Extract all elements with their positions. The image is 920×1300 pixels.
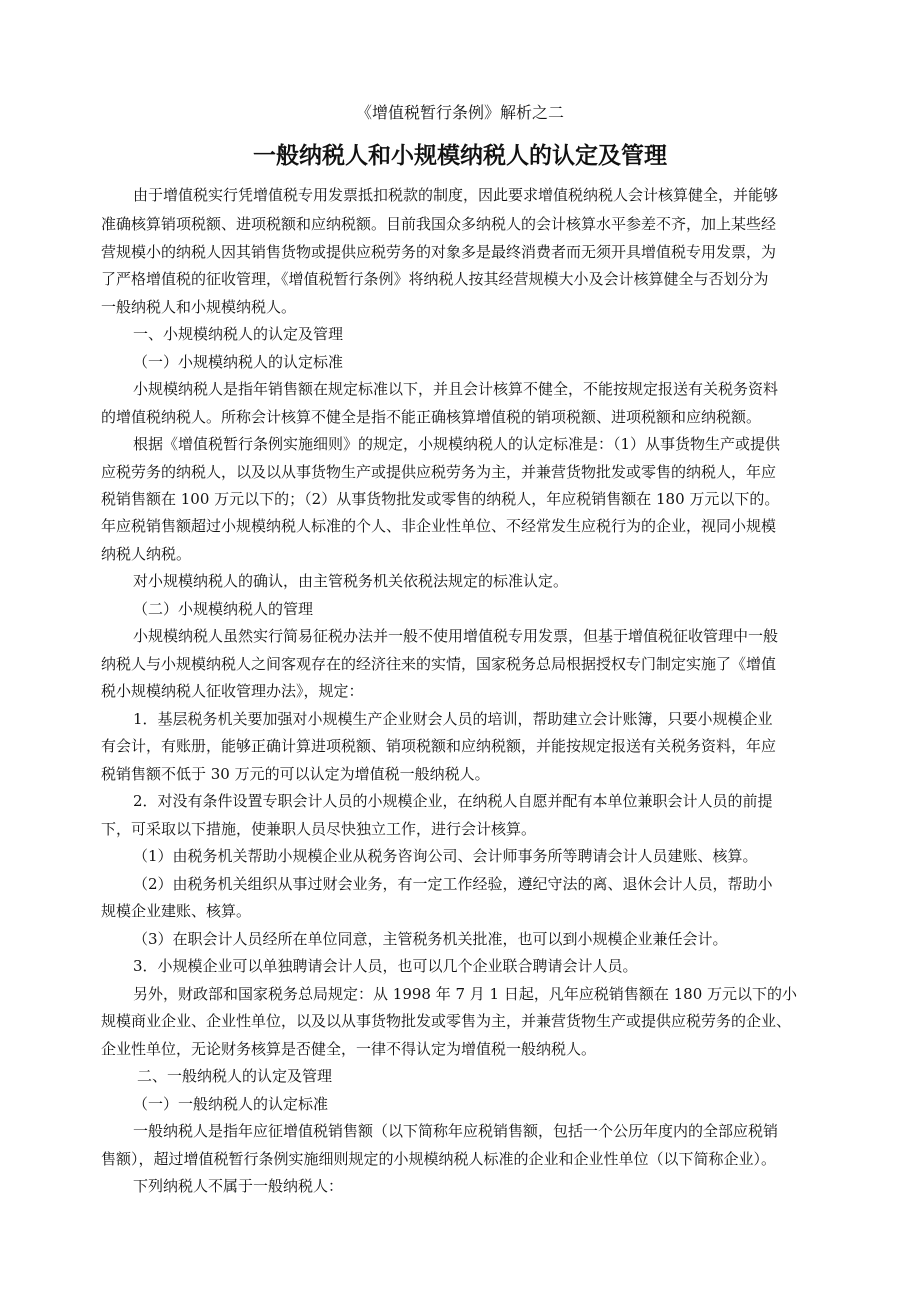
body-line: 有会计，有账册，能够正确计算进项税额、销项税额和应纳税额，并能按规定报送有关税务资料，年应 [101, 737, 777, 755]
section-heading: 一、小规模纳税人的认定及管理 [133, 325, 344, 343]
body-line: 一般纳税人和小规模纳税人。 [101, 298, 297, 316]
body-line: 规模企业建账、核算。 [101, 902, 252, 920]
list-item: 1．基层税务机关要加强对小规模生产企业财会人员的培训，帮助建立会计账簿，只要小规模企业 [133, 710, 773, 728]
list-item: （2）由税务机关组织从事过财会业务，有一定工作经验，遵纪守法的离、退休会计人员，帮助小 [133, 875, 773, 893]
body-line: 税销售额不低于 30 万元的可以认定为增值税一般纳税人。 [101, 765, 490, 783]
body-line: 一般纳税人是指年应征增值税销售额（以下简称年应税销售额，包括一个公历年度内的全部应税销 [133, 1122, 779, 1140]
list-item: （3）在职会计人员经所在单位同意，主管税务机关批准，也可以到小规模企业兼任会计。 [133, 930, 728, 948]
body-line: 的增值税纳税人。所称会计核算不健全是指不能正确核算增值税的销项税额、进项税额和应纳税额。 [101, 408, 762, 426]
body-line: 应税劳务的纳税人，以及以从事货物生产或提供应税劳务为主，并兼营货物批发或零售的纳税人，年应 [101, 463, 777, 481]
body-line: 另外，财政部和国家税务总局规定：从 1998 年 7 月 1 日起，凡年应税销售额在 180 万元以下的小 [133, 985, 798, 1003]
body-line: 准确核算销项税额、进项税额和应纳税额。目前我国众多纳税人的会计核算水平参差不齐，加上某些经 [101, 215, 777, 233]
document-title: 一般纳税人和小规模纳税人的认定及管理 [253, 143, 667, 169]
list-item: （1）由税务机关帮助小规模企业从税务咨询公司、会计师事务所等聘请会计人员建账、核算。 [133, 847, 758, 865]
body-line: 营规模小的纳税人因其销售货物或提供应税劳务的对象多是最终消费者而无须开具增值税专用发票，为 [101, 243, 777, 261]
list-item: 2．对没有条件设置专职会计人员的小规模企业，在纳税人自愿并配有本单位兼职会计人员的前提 [133, 792, 773, 810]
body-line: 税销售额在 100 万元以下的；（2）从事货物批发或零售的纳税人，年应税销售额在 180 万元以下的。 [101, 490, 780, 508]
document-subtitle: 《增值税暂行条例》解析之二 [355, 103, 564, 122]
body-line: 税小规模纳税人征收管理办法》，规定： [101, 682, 364, 700]
body-line: 纳税人纳税。 [101, 545, 192, 563]
body-line: 年应税销售额超过小规模纳税人标准的个人、非企业性单位、不经常发生应税行为的企业，视同小规模 [101, 517, 777, 535]
body-line: 下列纳税人不属于一般纳税人： [133, 1177, 344, 1195]
body-line: 小规模纳税人是指年销售额在规定标准以下，并且会计核算不健全，不能按规定报送有关税务资料 [133, 380, 779, 398]
body-line: 了严格增值税的征收管理，《增值税暂行条例》将纳税人按其经营规模大小及会计核算健全与否划分为 [101, 270, 769, 288]
body-line: 纳税人与小规模纳税人之间客观存在的经济往来的实情，国家税务总局根据授权专门制定实施了《增值 [101, 655, 777, 673]
list-item: 3．小规模企业可以单独聘请会计人员，也可以几个企业联合聘请会计人员。 [133, 957, 638, 975]
body-line: 售额），超过增值税暂行条例实施细则规定的小规模纳税人标准的企业和企业性单位（以下简称企业）。 [101, 1150, 777, 1168]
body-line: 企业性单位，无论财务核算是否健全，一律不得认定为增值税一般纳税人。 [101, 1040, 597, 1058]
body-line: 由于增值税实行凭增值税专用发票抵扣税款的制度，因此要求增值税纳税人会计核算健全，并能够 [133, 186, 779, 204]
subsection-heading: （一）小规模纳税人的认定标准 [133, 353, 344, 371]
section-heading: 二、一般纳税人的认定及管理 [137, 1067, 333, 1085]
body-line: 小规模纳税人虽然实行简易征税办法并一般不使用增值税专用发票，但基于增值税征收管理中一般 [133, 627, 779, 645]
body-line: 下，可采取以下措施，使兼职人员尽快独立工作，进行会计核算。 [101, 820, 537, 838]
subsection-heading: （二）小规模纳税人的管理 [133, 600, 314, 618]
body-line: 对小规模纳税人的确认，由主管税务机关依税法规定的标准认定。 [133, 572, 569, 590]
body-line: 规模商业企业、企业性单位，以及以从事货物批发或零售为主，并兼营货物生产或提供应税劳务的企业、 [101, 1012, 792, 1030]
subsection-heading: （一）一般纳税人的认定标准 [133, 1095, 329, 1113]
body-line: 根据《增值税暂行条例实施细则》的规定，小规模纳税人的认定标准是：（1）从事货物生产或提供 [133, 435, 781, 453]
